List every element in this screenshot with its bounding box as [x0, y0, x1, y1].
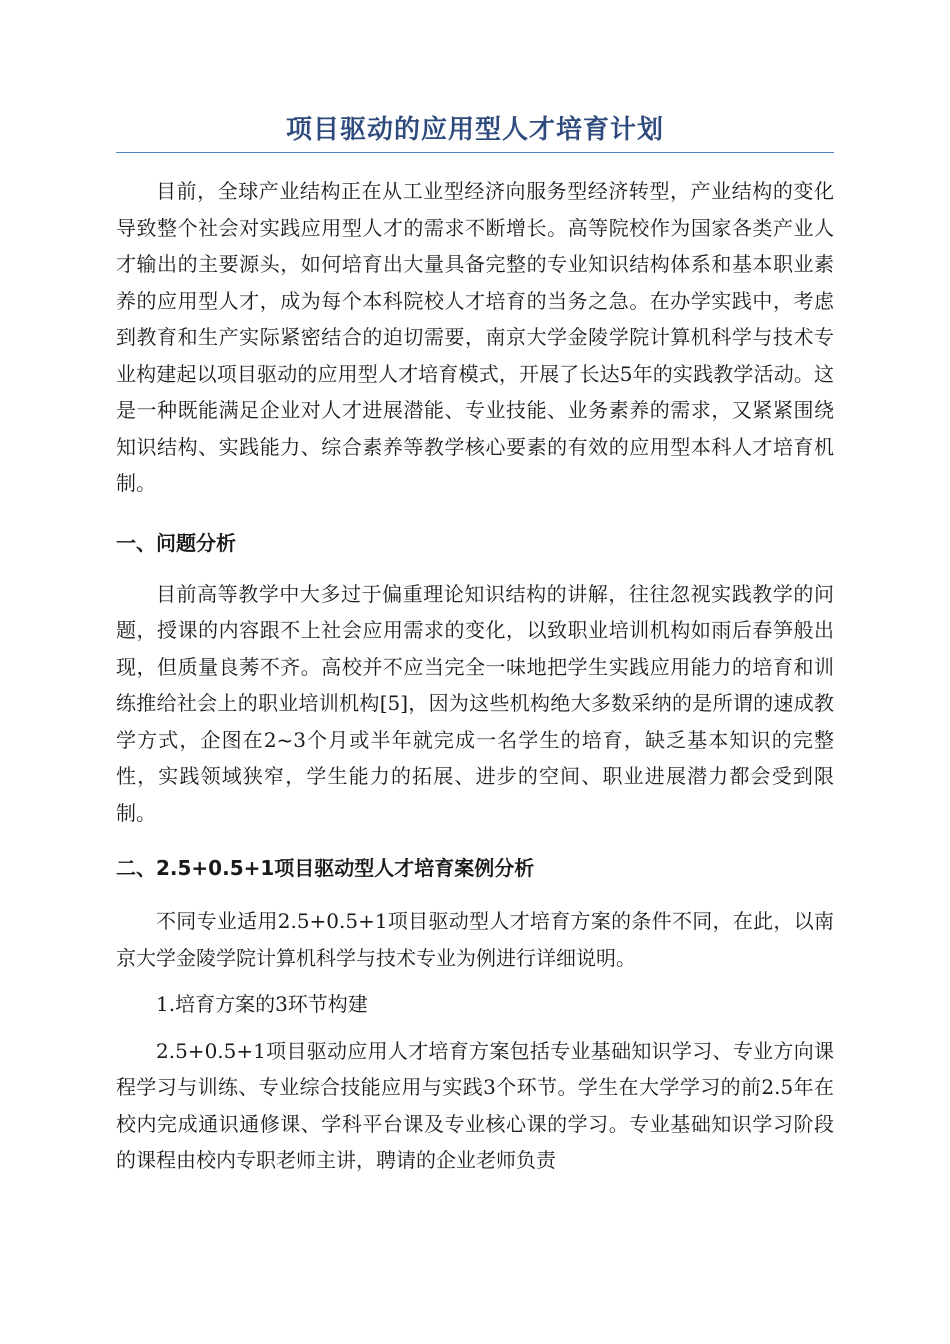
section1-heading: 一、问题分析 [116, 530, 236, 555]
section1-paragraph: 目前高等教学中大多过于偏重理论知识结构的讲解，往往忽视实践教学的问题，授课的内容跟不上社会应用需求的变化，以致职业培训机构如雨后春笋般出现，但质量良莠不齐。高校并不应当完全一味地把学生实践应用能力的培育和训练推给社会上的职业培训机构[5]，因为这些机构绝大多数采纳的是所谓的速成教学方式，企图在2~3个月或半年就完成一名学生的培育，缺乏基本知识的完整性，实践领域狭窄，学生能力的拓展、进步的空间、职业进展潜力都会受到限制。 [116, 581, 834, 825]
section2-heading: 二、2.5+0.5+1项目驱动型人才培育案例分析 [116, 856, 535, 880]
section2-paragraph: 不同专业适用2.5+0.5+1项目驱动型人才培育方案的条件不同，在此，以南京大学金陵学院计算机科学与技术专业为例进行详细说明。 [116, 909, 834, 970]
section2-subheading: 1.培育方案的3环节构建 [156, 992, 368, 1016]
document-page [116, 112, 834, 1179]
section2-subparagraph: 2.5+0.5+1项目驱动应用人才培育方案包括专业基础知识学习、专业方向课程学习与训练、专业综合技能应用与实践3个环节。学生在大学学习的前2.5年在校内完成通识通修课、学科平台课及专业核心课的学习。专业基础知识学习阶段的课程由校内专职老师主讲，聘请的企业老师负责 [116, 1038, 834, 1172]
document-title: 项目驱动的应用型人才培育计划 [116, 112, 834, 153]
intro-paragraph: 目前，全球产业结构正在从工业型经济向服务型经济转型，产业结构的变化导致整个社会对实践应用型人才的需求不断增长。高等院校作为国家各类产业人才输出的主要源头，如何培育出大量具备完整的专业知识结构体系和基本职业素养的应用型人才，成为每个本科院校人才培育的当务之急。在办学实践中，考虑到教育和生产实际紧密结合的迫切需要，南京大学金陵学院计算机科学与技术专业构建起以项目驱动的应用型人才培育模式，开展了长达5年的实践教学活动。这是一种既能满足企业对人才进展潜能、专业技能、业务素养的需求，又紧紧围绕知识结构、实践能力、综合素养等教学核心要素的有效的应用型本科人才培育机制。 [116, 179, 834, 495]
